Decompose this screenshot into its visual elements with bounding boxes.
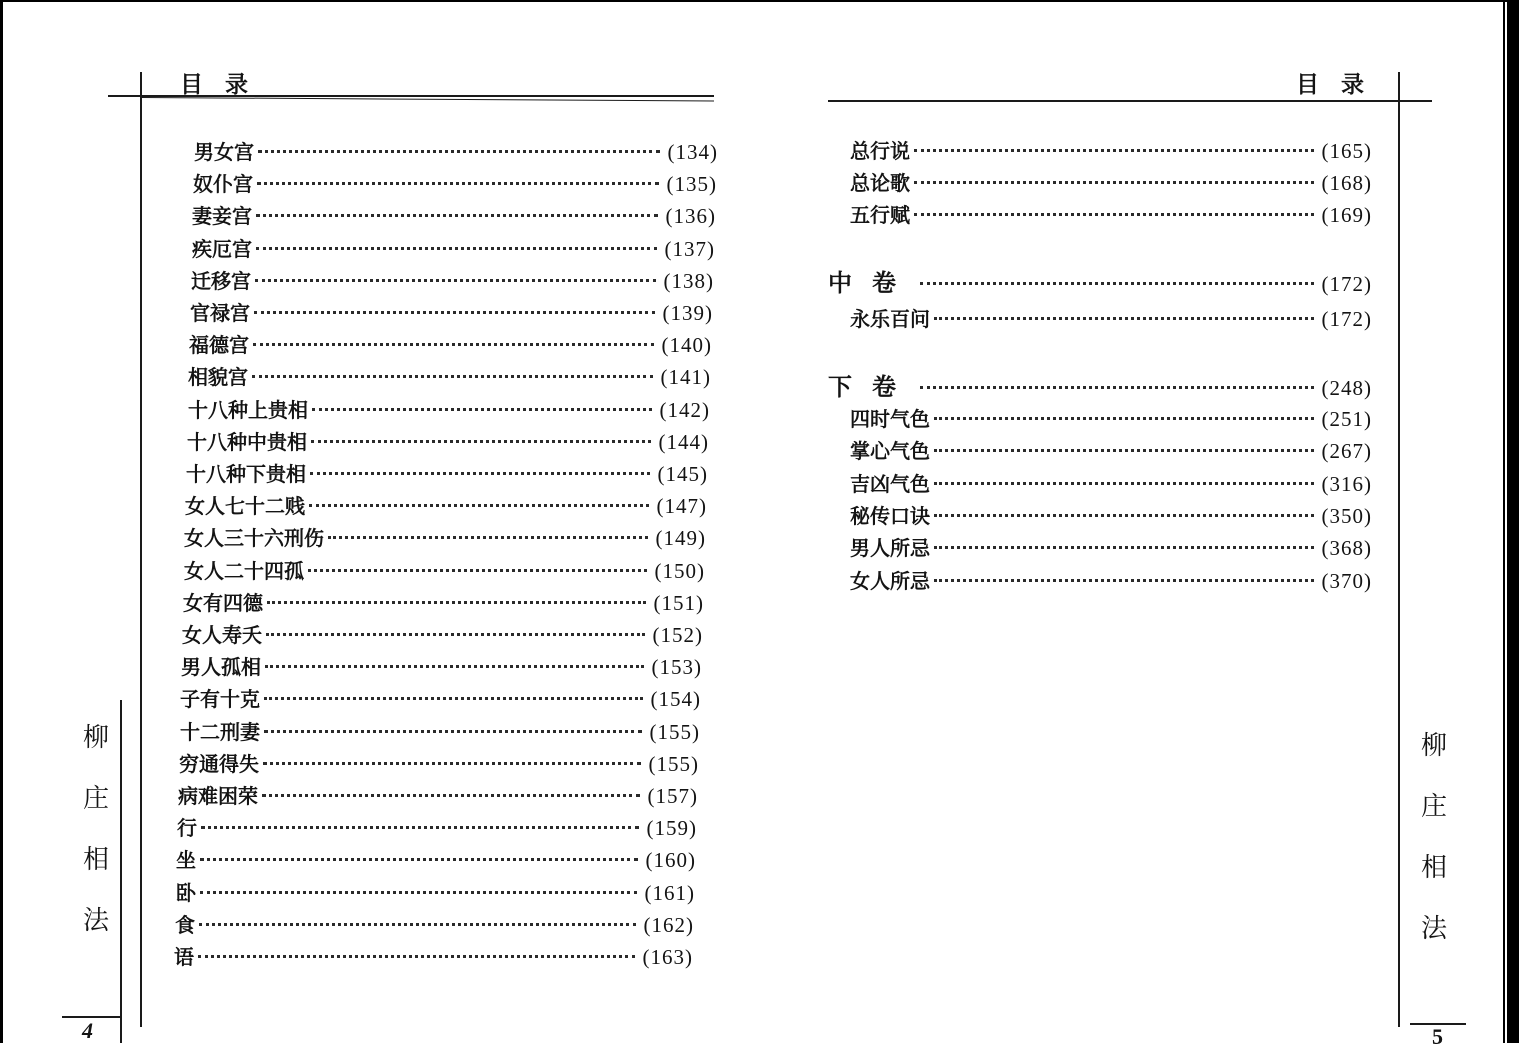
toc-entry-page: (141) [660, 365, 711, 389]
dot-leader [934, 317, 1314, 320]
toc-entry-page: (165) [1321, 139, 1372, 163]
toc-entry-page: (169) [1321, 203, 1372, 227]
toc-entry-page: (163) [642, 945, 693, 969]
side-title-char: 法 [1420, 914, 1447, 944]
toc-entry [181, 655, 702, 679]
toc-entry [188, 398, 710, 422]
toc-entry-page: (155) [648, 752, 699, 776]
toc-entry-title: 中卷 [828, 269, 916, 297]
toc-entry-page: (368) [1321, 536, 1372, 560]
toc-entry-page: (134) [667, 140, 718, 164]
toc-entry [192, 237, 715, 261]
dot-leader [934, 482, 1314, 485]
toc-entry-page: (160) [645, 848, 696, 872]
toc-entry-title: 病难困荣 [178, 784, 258, 808]
dot-leader [914, 213, 1314, 216]
dot-leader [934, 417, 1314, 420]
toc-entry [179, 752, 699, 776]
left-side-title [76, 708, 116, 952]
toc-entry [191, 269, 714, 293]
scan-border-left [0, 0, 3, 1043]
toc-entry-title: 掌心气色 [850, 439, 930, 463]
dot-leader [262, 794, 640, 797]
left-page-gutter-rule [140, 72, 142, 1027]
left-page-number: 4 [82, 1018, 93, 1043]
dot-leader [934, 546, 1314, 549]
toc-entry [185, 494, 707, 518]
dot-leader [263, 762, 641, 765]
toc-entry-page: (136) [665, 204, 716, 228]
left-side-rule [120, 700, 122, 1043]
right-page-header: 目录 [1296, 72, 1386, 98]
toc-entry-title: 十八种中贵相 [187, 430, 307, 454]
right-page-gutter-rule [1398, 72, 1400, 1027]
toc-entry [850, 203, 1372, 227]
toc-entry-page: (151) [653, 591, 704, 615]
toc-entry-title: 女人所忌 [850, 569, 930, 593]
toc-entry [850, 504, 1372, 528]
toc-entry [188, 365, 711, 389]
side-title-char: 庄 [1420, 792, 1447, 822]
toc-entry [850, 171, 1372, 195]
toc-entry-title: 女有四德 [183, 591, 263, 615]
toc-entry-title: 卧 [176, 881, 196, 905]
toc-entry-title: 语 [174, 945, 194, 969]
dot-leader [257, 182, 659, 185]
toc-entry-title: 男人所忌 [850, 536, 930, 560]
dot-leader [256, 214, 658, 217]
toc-entry-page: (140) [661, 333, 712, 357]
toc-entry [850, 307, 1372, 331]
toc-entry-title: 子有十克 [180, 687, 260, 711]
dot-leader [934, 449, 1314, 452]
toc-entry [850, 407, 1372, 431]
toc-entry-title: 男女宫 [194, 140, 254, 164]
toc-entry-title: 十二刑妻 [180, 720, 260, 744]
toc-entry-page: (157) [647, 784, 698, 808]
toc-entry-page: (150) [654, 559, 705, 583]
toc-entry [828, 375, 1372, 400]
toc-entry [850, 472, 1372, 496]
toc-entry [850, 139, 1372, 163]
toc-entry-page: (149) [655, 526, 706, 550]
toc-entry-page: (267) [1321, 439, 1372, 463]
toc-entry-title: 福德宫 [189, 333, 249, 357]
toc-entry-title: 坐 [176, 848, 196, 872]
dot-leader [312, 408, 652, 411]
toc-entry-page: (152) [652, 623, 703, 647]
toc-entry-page: (162) [643, 913, 694, 937]
toc-entry-page: (144) [658, 430, 709, 454]
toc-entry-page: (154) [650, 687, 701, 711]
toc-entry-title: 秘传口诀 [850, 504, 930, 528]
toc-entry-page: (370) [1321, 569, 1372, 593]
toc-entry [175, 913, 694, 937]
toc-entry-page: (145) [657, 462, 708, 486]
dot-leader [934, 579, 1314, 582]
dot-leader [200, 858, 638, 861]
toc-entry-page: (142) [659, 398, 710, 422]
toc-entry-title: 总论歌 [850, 171, 910, 195]
toc-entry-title: 疾厄宫 [192, 237, 252, 261]
toc-entry-title: 吉凶气色 [850, 472, 930, 496]
toc-entry-title: 行 [177, 816, 197, 840]
dot-leader [199, 923, 636, 926]
toc-entry [180, 720, 700, 744]
toc-entry-title: 穷通得失 [179, 752, 259, 776]
toc-entry-title: 男人孤相 [181, 655, 261, 679]
toc-entry-title: 下卷 [828, 373, 916, 401]
toc-entry [176, 881, 695, 905]
toc-entry-title: 总行说 [850, 139, 910, 163]
toc-entry [184, 559, 705, 583]
dot-leader [200, 891, 637, 894]
right-page-number: 5 [1432, 1024, 1443, 1049]
toc-entry-title: 相貌宫 [188, 365, 248, 389]
dot-leader [267, 601, 646, 604]
toc-entry [850, 569, 1372, 593]
side-title-char: 庄 [82, 784, 109, 814]
toc-entry-title: 奴仆宫 [193, 172, 253, 196]
toc-entry-page: (248) [1321, 376, 1372, 400]
toc-entry-page: (155) [649, 720, 700, 744]
left-page-header: 目录 [180, 72, 270, 98]
toc-entry [186, 462, 708, 486]
side-title-char: 相 [82, 845, 109, 875]
dot-leader [920, 282, 1314, 285]
toc-entry-page: (138) [663, 269, 714, 293]
side-title-char: 相 [1420, 853, 1447, 883]
side-title-char: 柳 [82, 723, 109, 753]
toc-entry-title: 永乐百问 [850, 307, 930, 331]
scan-border-right-inner [1503, 0, 1505, 1043]
toc-entry [182, 623, 703, 647]
toc-entry-title: 女人三十六刑伤 [184, 526, 324, 550]
dot-leader [934, 514, 1314, 517]
toc-entry-page: (172) [1321, 307, 1372, 331]
toc-entry-title: 女人二十四孤 [184, 559, 304, 583]
toc-entry-page: (139) [662, 301, 713, 325]
dot-leader [328, 536, 648, 539]
toc-entry-page: (147) [656, 494, 707, 518]
toc-entry-title: 官禄宫 [190, 301, 250, 325]
dot-leader [266, 633, 645, 636]
side-title-char: 柳 [1420, 731, 1447, 761]
dot-leader [311, 440, 651, 443]
dot-leader [256, 247, 657, 250]
dot-leader [258, 150, 660, 153]
toc-entry-page: (172) [1321, 272, 1372, 296]
right-header-rule [828, 100, 1432, 102]
toc-entry [850, 536, 1372, 560]
toc-entry-title: 妻妾宫 [192, 204, 252, 228]
dot-leader [252, 375, 653, 378]
toc-entry [184, 526, 706, 550]
toc-entry-page: (168) [1321, 171, 1372, 195]
toc-entry-page: (137) [664, 237, 715, 261]
toc-entry-title: 十八种下贵相 [186, 462, 306, 486]
toc-entry [174, 945, 693, 969]
side-title-char: 法 [82, 906, 109, 936]
dot-leader [309, 504, 649, 507]
toc-entry [192, 204, 716, 228]
toc-entry [850, 439, 1372, 463]
dot-leader [914, 181, 1314, 184]
dot-leader [253, 343, 654, 346]
dot-leader [264, 730, 642, 733]
toc-entry-page: (135) [666, 172, 717, 196]
dot-leader [914, 149, 1314, 152]
dot-leader [255, 279, 656, 282]
toc-entry-title: 女人寿夭 [182, 623, 262, 647]
toc-entry-page: (159) [646, 816, 697, 840]
toc-entry-page: (161) [644, 881, 695, 905]
toc-entry [178, 784, 698, 808]
toc-entry [193, 172, 717, 196]
dot-leader [310, 472, 650, 475]
toc-entry [183, 591, 704, 615]
dot-leader [920, 386, 1314, 389]
scan-border-right [1507, 0, 1519, 1043]
dot-leader [254, 311, 655, 314]
toc-entry-page: (153) [651, 655, 702, 679]
toc-entry [828, 271, 1372, 296]
toc-entry-title: 四时气色 [850, 407, 930, 431]
scan-border-top [0, 0, 1519, 2]
toc-entry-page: (316) [1321, 472, 1372, 496]
toc-entry-title: 十八种上贵相 [188, 398, 308, 422]
dot-leader [308, 569, 647, 572]
toc-entry-title: 食 [175, 913, 195, 937]
right-side-title [1414, 716, 1454, 960]
toc-entry-title: 五行赋 [850, 203, 910, 227]
dot-leader [264, 697, 643, 700]
toc-entry [176, 848, 696, 872]
toc-entry [190, 301, 713, 325]
dot-leader [201, 826, 639, 829]
toc-entry [177, 816, 697, 840]
toc-entry-title: 迁移宫 [191, 269, 251, 293]
toc-entry [189, 333, 712, 357]
toc-entry-page: (350) [1321, 504, 1372, 528]
toc-entry [187, 430, 709, 454]
toc-entry [194, 140, 718, 164]
toc-entry-page: (251) [1321, 407, 1372, 431]
dot-leader [265, 665, 644, 668]
dot-leader [198, 955, 635, 958]
toc-entry-title: 女人七十二贱 [185, 494, 305, 518]
toc-entry [180, 687, 701, 711]
